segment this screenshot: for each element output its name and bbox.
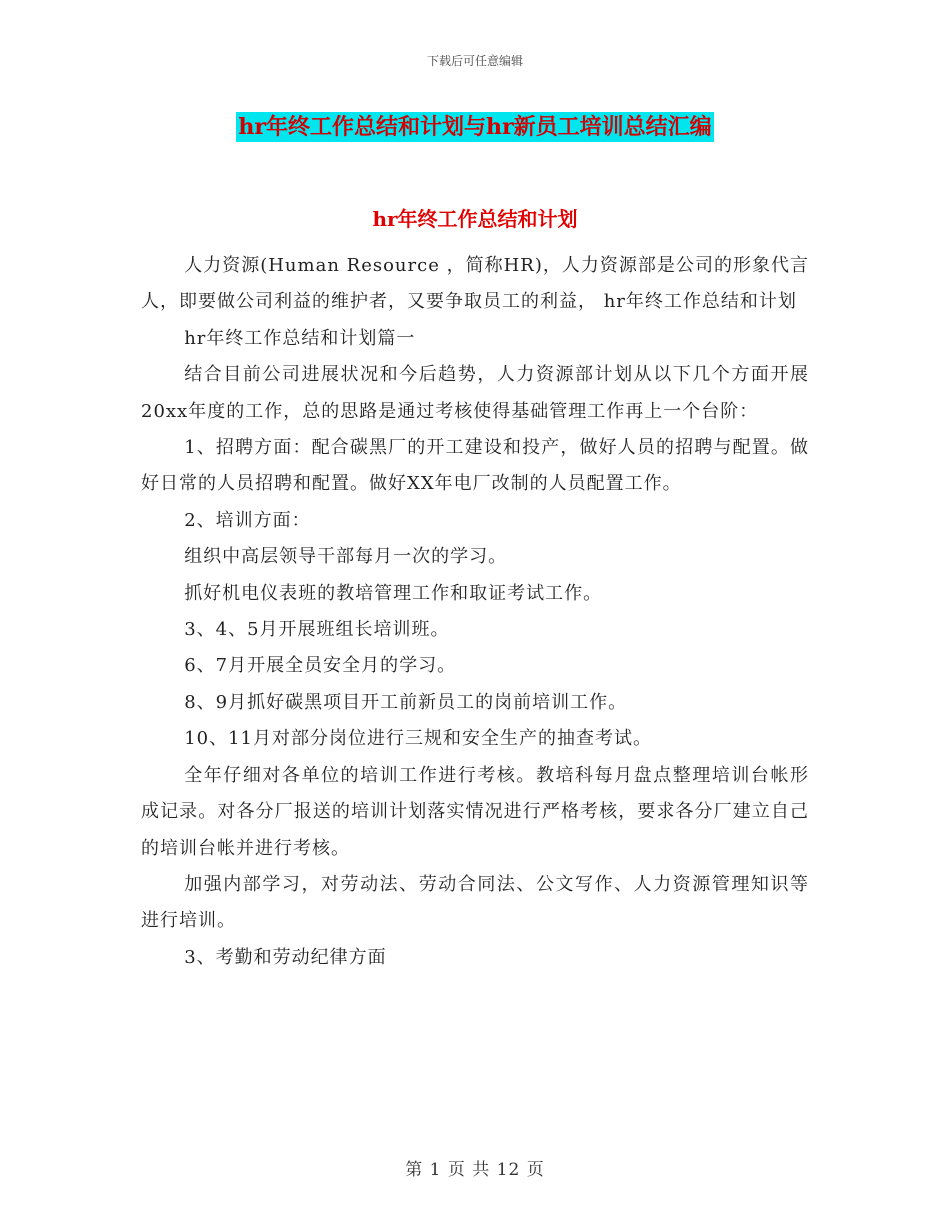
section-title: hr年终工作总结和计划 <box>372 207 578 231</box>
paragraph: 人力资源(Human Resource ，简称HR)，人力资源部是公司的形象代言人，即要做公司利益的维护者，又要争取员工的利益， hr年终工作总结和计划 <box>141 255 809 313</box>
paragraph: hr年终工作总结和计划篇一 <box>184 327 416 349</box>
paragraph: 1、招聘方面：配合碳黑厂的开工建设和投产，做好人员的招聘与配置。做好日常的人员招聘和配置。做好XX年电厂改制的人员配置工作。 <box>141 437 809 495</box>
paragraph: 3、4、5月开展班组长培训班。 <box>184 619 450 641</box>
page-footer: 第 1 页 共 12 页 <box>405 1160 545 1180</box>
paragraph: 2、培训方面： <box>184 509 311 531</box>
paragraph: 6、7月开展全员安全月的学习。 <box>184 655 457 677</box>
paragraph: 全年仔细对各单位的培训工作进行考核。教培科每月盘点整理培训台帐形成记录。对各分厂报送的培训计划落实情况进行严格考核，要求各分厂建立自己的培训台帐并进行考核。 <box>141 764 809 859</box>
paragraph: 抓好机电仪表班的教培管理工作和取证考试工作。 <box>184 582 603 604</box>
paragraph: 10、11月对部分岗位进行三规和安全生产的抽查考试。 <box>184 728 652 750</box>
paragraph: 结合目前公司进展状况和今后趋势，人力资源部计划从以下几个方面开展20xx年度的工作，总的思路是通过考核使得基础管理工作再上一个台阶： <box>141 364 809 422</box>
document-title <box>0 110 950 141</box>
paragraph: 组织中高层领导干部每月一次的学习。 <box>184 546 508 568</box>
header-note: 下载后可任意编辑 <box>426 54 523 68</box>
body-text <box>141 248 809 976</box>
paragraph: 3、考勤和劳动纪律方面 <box>184 946 387 968</box>
document-title-text: hr年终工作总结和计划与hr新员工培训总结汇编 <box>238 114 712 140</box>
paragraph: 加强内部学习，对劳动法、劳动合同法、公文写作、人力资源管理知识等进行培训。 <box>141 873 809 932</box>
paragraph: 8、9月抓好碳黑项目开工前新员工的岗前培训工作。 <box>184 691 628 713</box>
